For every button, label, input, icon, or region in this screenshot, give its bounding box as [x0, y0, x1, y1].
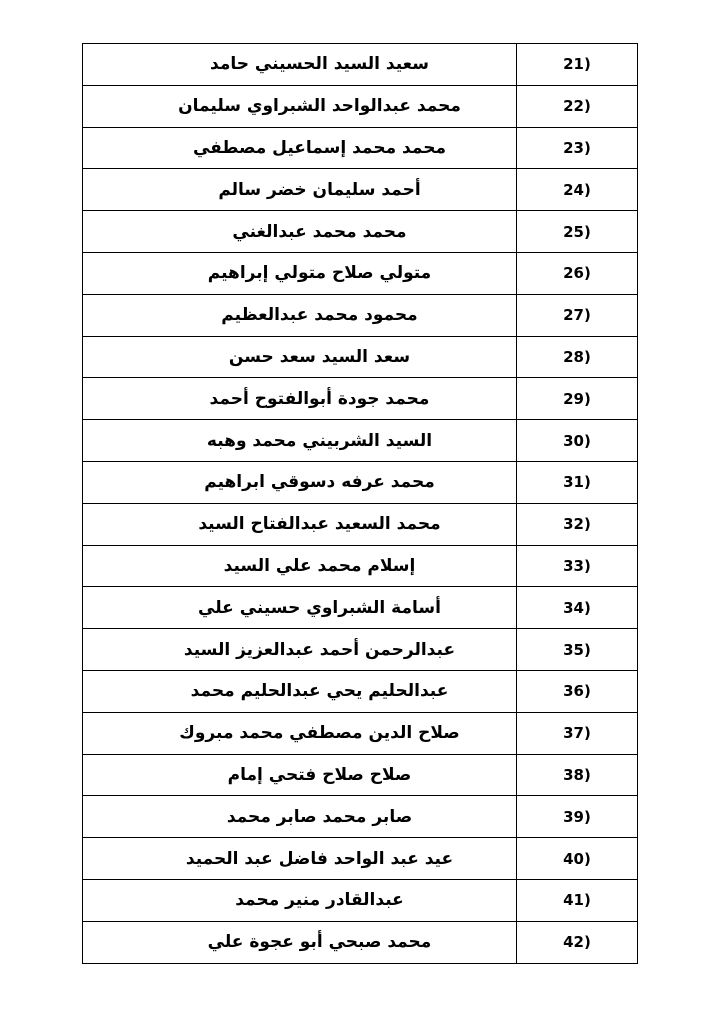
row-number-cell: [517, 754, 638, 796]
row-number-cell: [517, 712, 638, 754]
names-table: [82, 43, 638, 964]
row-number-cell: [517, 461, 638, 503]
row-number: 32): [563, 515, 591, 534]
row-name-cell: أسامة الشبراوي حسيني علي: [83, 587, 517, 629]
row-name-cell: عبدالرحمن أحمد عبدالعزيز السيد: [83, 629, 517, 671]
row-name-cell: متولي صلاح متولي إبراهيم: [83, 252, 517, 294]
row-number: 39): [563, 807, 591, 826]
row-number-cell: [517, 670, 638, 712]
row-number: 26): [563, 264, 591, 283]
table-row: [83, 670, 638, 712]
table-row: [83, 503, 638, 545]
table-row: [83, 754, 638, 796]
table-row: [83, 587, 638, 629]
row-name-cell: محمد السعيد عبدالفتاح السيد: [83, 503, 517, 545]
row-number-cell: [517, 44, 638, 86]
row-number: 35): [563, 640, 591, 659]
row-number: 30): [563, 431, 591, 450]
table-row: [83, 838, 638, 880]
table-row: [83, 879, 638, 921]
table-row: [83, 796, 638, 838]
row-number-cell: [517, 587, 638, 629]
row-number: 21): [563, 55, 591, 74]
table-row: [83, 378, 638, 420]
row-name-cell: محمد محمد إسماعيل مصطفي: [83, 127, 517, 169]
row-name-cell: محمد عرفه دسوقي ابراهيم: [83, 461, 517, 503]
row-number-cell: [517, 85, 638, 127]
row-name-cell: سعد السيد سعد حسن: [83, 336, 517, 378]
table-row: [83, 169, 638, 211]
row-number: 23): [563, 138, 591, 157]
row-name-cell: محمد جودة أبوالفتوح أحمد: [83, 378, 517, 420]
table-row: [83, 629, 638, 671]
row-number: 36): [563, 682, 591, 701]
row-name-cell: صلاح صلاح فتحي إمام: [83, 754, 517, 796]
row-number-cell: [517, 838, 638, 880]
row-name-cell: عيد عبد الواحد فاضل عبد الحميد: [83, 838, 517, 880]
row-number-cell: [517, 211, 638, 253]
table-row: [83, 294, 638, 336]
row-number-cell: [517, 336, 638, 378]
table-row: [83, 85, 638, 127]
row-number: 24): [563, 180, 591, 199]
table-row: [83, 127, 638, 169]
row-number: 42): [563, 933, 591, 952]
row-name-cell: محمد عبدالواحد الشبراوي سليمان: [83, 85, 517, 127]
table-row: [83, 336, 638, 378]
row-number: 22): [563, 97, 591, 116]
row-number: 27): [563, 306, 591, 325]
row-number: 29): [563, 389, 591, 408]
row-number: 25): [563, 222, 591, 241]
row-name-cell: عبدالقادر منير محمد: [83, 879, 517, 921]
row-number-cell: [517, 127, 638, 169]
row-number: 40): [563, 849, 591, 868]
row-name-cell: صابر محمد صابر محمد: [83, 796, 517, 838]
row-number: 34): [563, 598, 591, 617]
table-row: [83, 921, 638, 963]
table-row: [83, 44, 638, 86]
row-number: 38): [563, 765, 591, 784]
row-number-cell: [517, 921, 638, 963]
row-name-cell: سعيد السيد الحسيني حامد: [83, 44, 517, 86]
row-name-cell: محمد صبحي أبو عجوة علي: [83, 921, 517, 963]
row-number: 28): [563, 347, 591, 366]
row-name-cell: محمد محمد عبدالغني: [83, 211, 517, 253]
row-number-cell: [517, 796, 638, 838]
row-name-cell: محمود محمد عبدالعظيم: [83, 294, 517, 336]
row-number-cell: [517, 420, 638, 462]
row-name-cell: أحمد سليمان خضر سالم: [83, 169, 517, 211]
table-row: [83, 712, 638, 754]
table-row: [83, 420, 638, 462]
row-number: 37): [563, 724, 591, 743]
names-table-body: [83, 44, 638, 964]
table-row: [83, 545, 638, 587]
row-name-cell: السيد الشربيني محمد وهبه: [83, 420, 517, 462]
row-number-cell: [517, 503, 638, 545]
row-number: 33): [563, 556, 591, 575]
row-name-cell: عبدالحليم يحي عبدالحليم محمد: [83, 670, 517, 712]
row-name-cell: إسلام محمد علي السيد: [83, 545, 517, 587]
row-number-cell: [517, 629, 638, 671]
table-row: [83, 252, 638, 294]
row-number: 41): [563, 891, 591, 910]
table-row: [83, 211, 638, 253]
row-number-cell: [517, 879, 638, 921]
row-number: 31): [563, 473, 591, 492]
row-number-cell: [517, 169, 638, 211]
row-number-cell: [517, 545, 638, 587]
table-row: [83, 461, 638, 503]
row-number-cell: [517, 378, 638, 420]
row-name-cell: صلاح الدين مصطفي محمد مبروك: [83, 712, 517, 754]
row-number-cell: [517, 294, 638, 336]
row-number-cell: [517, 252, 638, 294]
